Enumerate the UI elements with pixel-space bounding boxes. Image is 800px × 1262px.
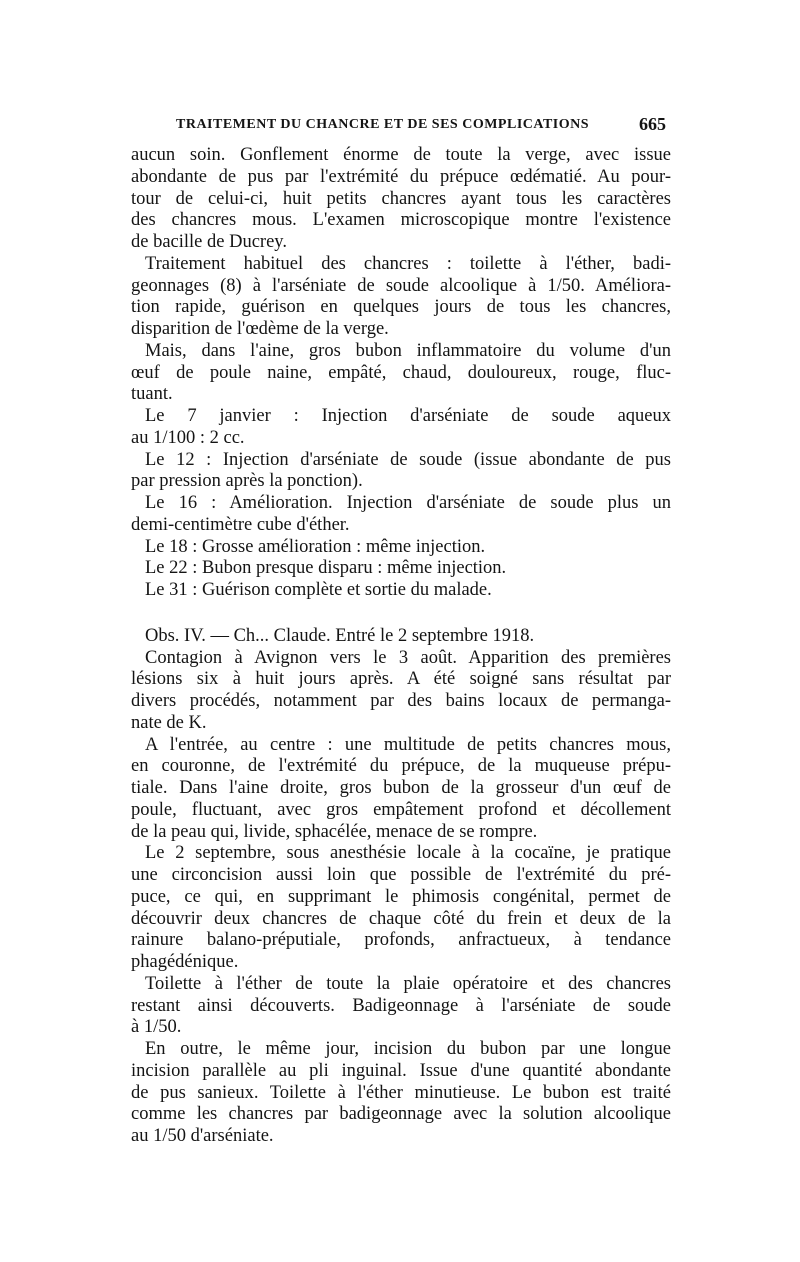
text-line: nate de K. [131, 712, 207, 733]
text-line: disparition de l'œdème de la verge. [131, 319, 389, 339]
text-line: En outre, le même jour, incision du bubon par une longue [145, 1039, 671, 1059]
running-title: TRAITEMENT DU CHANCRE ET DE SES COMPLICATIONS [176, 117, 590, 132]
text-line: de la peau qui, livide, sphacélée, menace de se rompre. [131, 821, 538, 842]
text-line: tion rapide, guérison en quelques jours de tous les chancres, [131, 297, 671, 318]
section-gap [131, 602, 671, 626]
text-line: divers procédés, notamment par des bains locaux de permanga- [131, 691, 671, 711]
text-line: abondante de pus par l'extrémité du prépuce œdématié. Au pour- [131, 166, 671, 187]
text-line: Mais, dans l'aine, gros bubon inflammatoire du volume d'un [145, 340, 671, 361]
text-line: en couronne, de l'extrémité du prépuce, de la muqueuse prépu- [131, 756, 671, 777]
body-text [131, 145, 671, 1148]
text-line: tour de celui-ci, huit petits chancres ayant tous les caractères [131, 188, 671, 209]
text-line: tuant. [131, 384, 173, 405]
text-line: lésions six à huit jours après. A été soigné sans résultat par [131, 669, 671, 690]
text-line: demi-centimètre cube d'éther. [131, 514, 350, 535]
text-line: de pus sanieux. Toilette à l'éther minutieuse. Le bubon est traité [131, 1082, 671, 1103]
running-head [176, 114, 666, 134]
text-line: Traitement habituel des chancres : toilette à l'éther, badi- [145, 253, 671, 274]
text-line: Toilette à l'éther de toute la plaie opératoire et des chancres [145, 973, 671, 994]
text-line: comme les chancres par badigeonnage avec la solution alcoolique [131, 1104, 671, 1125]
text-line: poule, fluctuant, avec gros empâtement profond et décollement [131, 799, 671, 820]
text-line: phagédénique. [131, 952, 239, 972]
text-line: restant ainsi découverts. Badigeonnage à l'arséniate de soude [131, 995, 671, 1016]
case-continuation [131, 145, 671, 602]
text-line: Contagion à Avignon vers le 3 août. Apparition des premières [145, 647, 671, 668]
text-line: geonnages (8) à l'arséniate de soude alcoolique à 1/50. Améliora- [131, 275, 671, 296]
text-line: Obs. IV. — Ch... Claude. Entré le 2 septembre 1918. [145, 625, 535, 646]
text-line: Le 16 : Amélioration. Injection d'arséniate de soude plus un [145, 493, 671, 513]
text-line: A l'entrée, au centre : une multitude de petits chancres mous, [145, 734, 671, 755]
text-line: au 1/50 d'arséniate. [131, 1126, 274, 1146]
text-line: aucun soin. Gonflement énorme de toute la verge, avec issue [131, 145, 671, 165]
text-line: Le 7 janvier : Injection d'arséniate de soude aqueux [145, 406, 671, 426]
page-number: 665 [639, 114, 666, 134]
text-line: une circoncision aussi loin que possible de l'extrémité du pré- [131, 865, 671, 885]
text-line: Le 2 septembre, sous anesthésie locale à la cocaïne, je pratique [145, 843, 671, 864]
text-line: Le 31 : Guérison complète et sortie du malade. [145, 580, 492, 600]
text-line: des chancres mous. L'examen microscopique montre l'existence [131, 210, 671, 231]
observation-iv [131, 626, 671, 1148]
text-line: au 1/100 : 2 cc. [131, 427, 245, 448]
text-line: tiale. Dans l'aine droite, gros bubon de la grosseur d'un œuf de [131, 778, 671, 798]
text-line: puce, ce qui, en supprimant le phimosis congénital, permet de [131, 886, 671, 907]
text-line: rainure balano-préputiale, profonds, anfractueux, à tendance [131, 930, 671, 951]
text-line: Le 22 : Bubon presque disparu : même injection. [145, 558, 507, 579]
text-line: par pression après la ponction). [131, 471, 363, 492]
text-line: à 1/50. [131, 1017, 182, 1038]
text-line: découvrir deux chancres de chaque côté du frein et deux de la [131, 908, 671, 929]
text-line: Le 18 : Grosse amélioration : même injection. [145, 536, 486, 557]
text-line: incision parallèle au pli inguinal. Issue d'une quantité abondante [131, 1060, 671, 1081]
text-line: de bacille de Ducrey. [131, 232, 287, 252]
text-line: œuf de poule naine, empâté, chaud, douloureux, rouge, fluc- [131, 362, 671, 383]
text-line: Le 12 : Injection d'arséniate de soude (issue abondante de pus [145, 449, 671, 470]
